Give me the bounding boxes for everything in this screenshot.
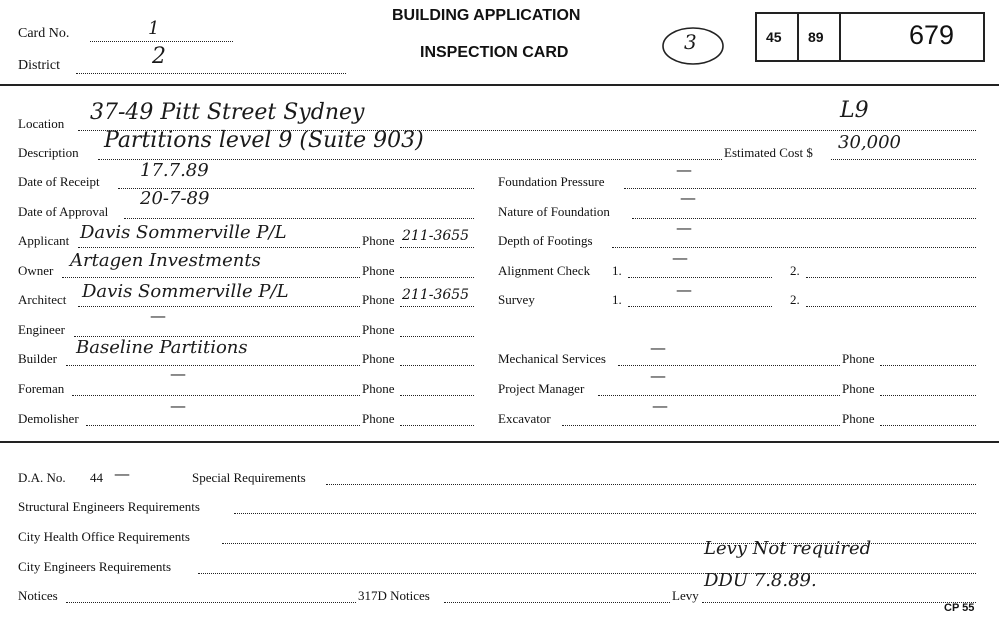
city-health-label: City Health Office Requirements xyxy=(18,529,190,544)
applicant-label: Applicant xyxy=(18,233,70,248)
applicant-phone-label: Phone xyxy=(362,233,395,248)
date-of-approval-value: 20-7-89 xyxy=(140,188,210,209)
estimated-cost-value: 30,000 xyxy=(838,132,901,153)
alignment-check-label: Alignment Check xyxy=(498,263,591,278)
project-manager-phone-label: Phone xyxy=(842,381,875,396)
architect-label: Architect xyxy=(18,292,67,307)
circled-number: 3 xyxy=(684,30,697,54)
description-value: Partitions level 9 (Suite 903) xyxy=(104,128,424,153)
mechanical-services-phone-label: Phone xyxy=(842,351,875,366)
nature-of-foundation-label: Nature of Foundation xyxy=(498,204,610,219)
form-title-line2: INSPECTION CARD xyxy=(420,44,569,61)
structural-engineers-label: Structural Engineers Requirements xyxy=(18,499,200,514)
estimated-cost-label: Estimated Cost $ xyxy=(724,145,813,160)
ref-box-number: 679 xyxy=(909,20,955,50)
foundation-pressure-value: — xyxy=(676,160,692,179)
district-label: District xyxy=(18,58,60,73)
engineer-value: — xyxy=(150,306,166,325)
da-no-value: 44 xyxy=(90,470,103,485)
location-label: Location xyxy=(18,116,65,131)
notices-label: Notices xyxy=(18,588,58,603)
architect-phone-value: 211-3655 xyxy=(402,287,470,303)
excavator-value: — xyxy=(652,396,668,415)
applicant-value: Davis Sommerville P/L xyxy=(80,222,287,243)
foreman-value: — xyxy=(170,364,186,383)
foreman-phone-label: Phone xyxy=(362,381,395,396)
card-no-label: Card No. xyxy=(18,26,70,41)
demolisher-phone-label: Phone xyxy=(362,411,395,426)
district-value: 2 xyxy=(152,44,166,69)
mechanical-services-label: Mechanical Services xyxy=(498,351,606,366)
owner-phone-label: Phone xyxy=(362,263,395,278)
survey-value: — xyxy=(676,280,692,299)
date-of-receipt-value: 17.7.89 xyxy=(140,160,209,181)
location-value: 37-49 Pitt Street Sydney xyxy=(90,100,365,125)
section-divider xyxy=(0,441,999,443)
levy-note: DDU 7.8.89. xyxy=(704,570,817,591)
survey-2: 2. xyxy=(790,292,800,307)
foundation-pressure-label: Foundation Pressure xyxy=(498,174,605,189)
date-of-approval-label: Date of Approval xyxy=(18,204,109,219)
card-no-value: 1 xyxy=(148,18,160,39)
nature-of-foundation-value: — xyxy=(680,188,696,207)
demolisher-label: Demolisher xyxy=(18,411,79,426)
excavator-label: Excavator xyxy=(498,411,551,426)
alignment-check-1: 1. xyxy=(612,263,622,278)
reference-box xyxy=(755,12,985,62)
special-requirements-label: Special Requirements xyxy=(192,470,306,485)
da-no-label: D.A. No. xyxy=(18,470,66,485)
alignment-check-2: 2. xyxy=(790,263,800,278)
depth-of-footings-label: Depth of Footings xyxy=(498,233,593,248)
applicant-phone-value: 211-3655 xyxy=(402,228,470,244)
owner-value: Artagen Investments xyxy=(70,250,261,271)
owner-label: Owner xyxy=(18,263,54,278)
engineer-phone-label: Phone xyxy=(362,322,395,337)
excavator-phone-label: Phone xyxy=(842,411,875,426)
project-manager-value: — xyxy=(650,366,666,385)
architect-value: Davis Sommerville P/L xyxy=(82,281,289,302)
foreman-label: Foreman xyxy=(18,381,65,396)
city-engineers-note: Levy Not required xyxy=(704,538,872,559)
location-level-note: L9 xyxy=(840,98,869,123)
da-no-dash: — xyxy=(114,464,130,483)
demolisher-value: — xyxy=(170,396,186,415)
builder-value: Baseline Partitions xyxy=(76,337,248,358)
ref-box-b: 89 xyxy=(808,29,824,45)
header-divider xyxy=(0,84,999,86)
levy-label: Levy xyxy=(672,588,699,603)
survey-1: 1. xyxy=(612,292,622,307)
survey-label: Survey xyxy=(498,292,535,307)
mechanical-services-value: — xyxy=(650,338,666,357)
form-title-line1: BUILDING APPLICATION xyxy=(392,7,581,24)
engineer-label: Engineer xyxy=(18,322,65,337)
alignment-check-value: — xyxy=(672,248,688,267)
description-label: Description xyxy=(18,145,79,160)
architect-phone-label: Phone xyxy=(362,292,395,307)
ref-box-a: 45 xyxy=(766,29,782,45)
date-of-receipt-label: Date of Receipt xyxy=(18,174,100,189)
depth-of-footings-value: — xyxy=(676,218,692,237)
builder-label: Builder xyxy=(18,351,57,366)
builder-phone-label: Phone xyxy=(362,351,395,366)
form-code: CP 55 xyxy=(944,602,975,614)
project-manager-label: Project Manager xyxy=(498,381,585,396)
notices-317d-label: 317D Notices xyxy=(358,588,430,603)
city-engineers-label: City Engineers Requirements xyxy=(18,559,172,574)
